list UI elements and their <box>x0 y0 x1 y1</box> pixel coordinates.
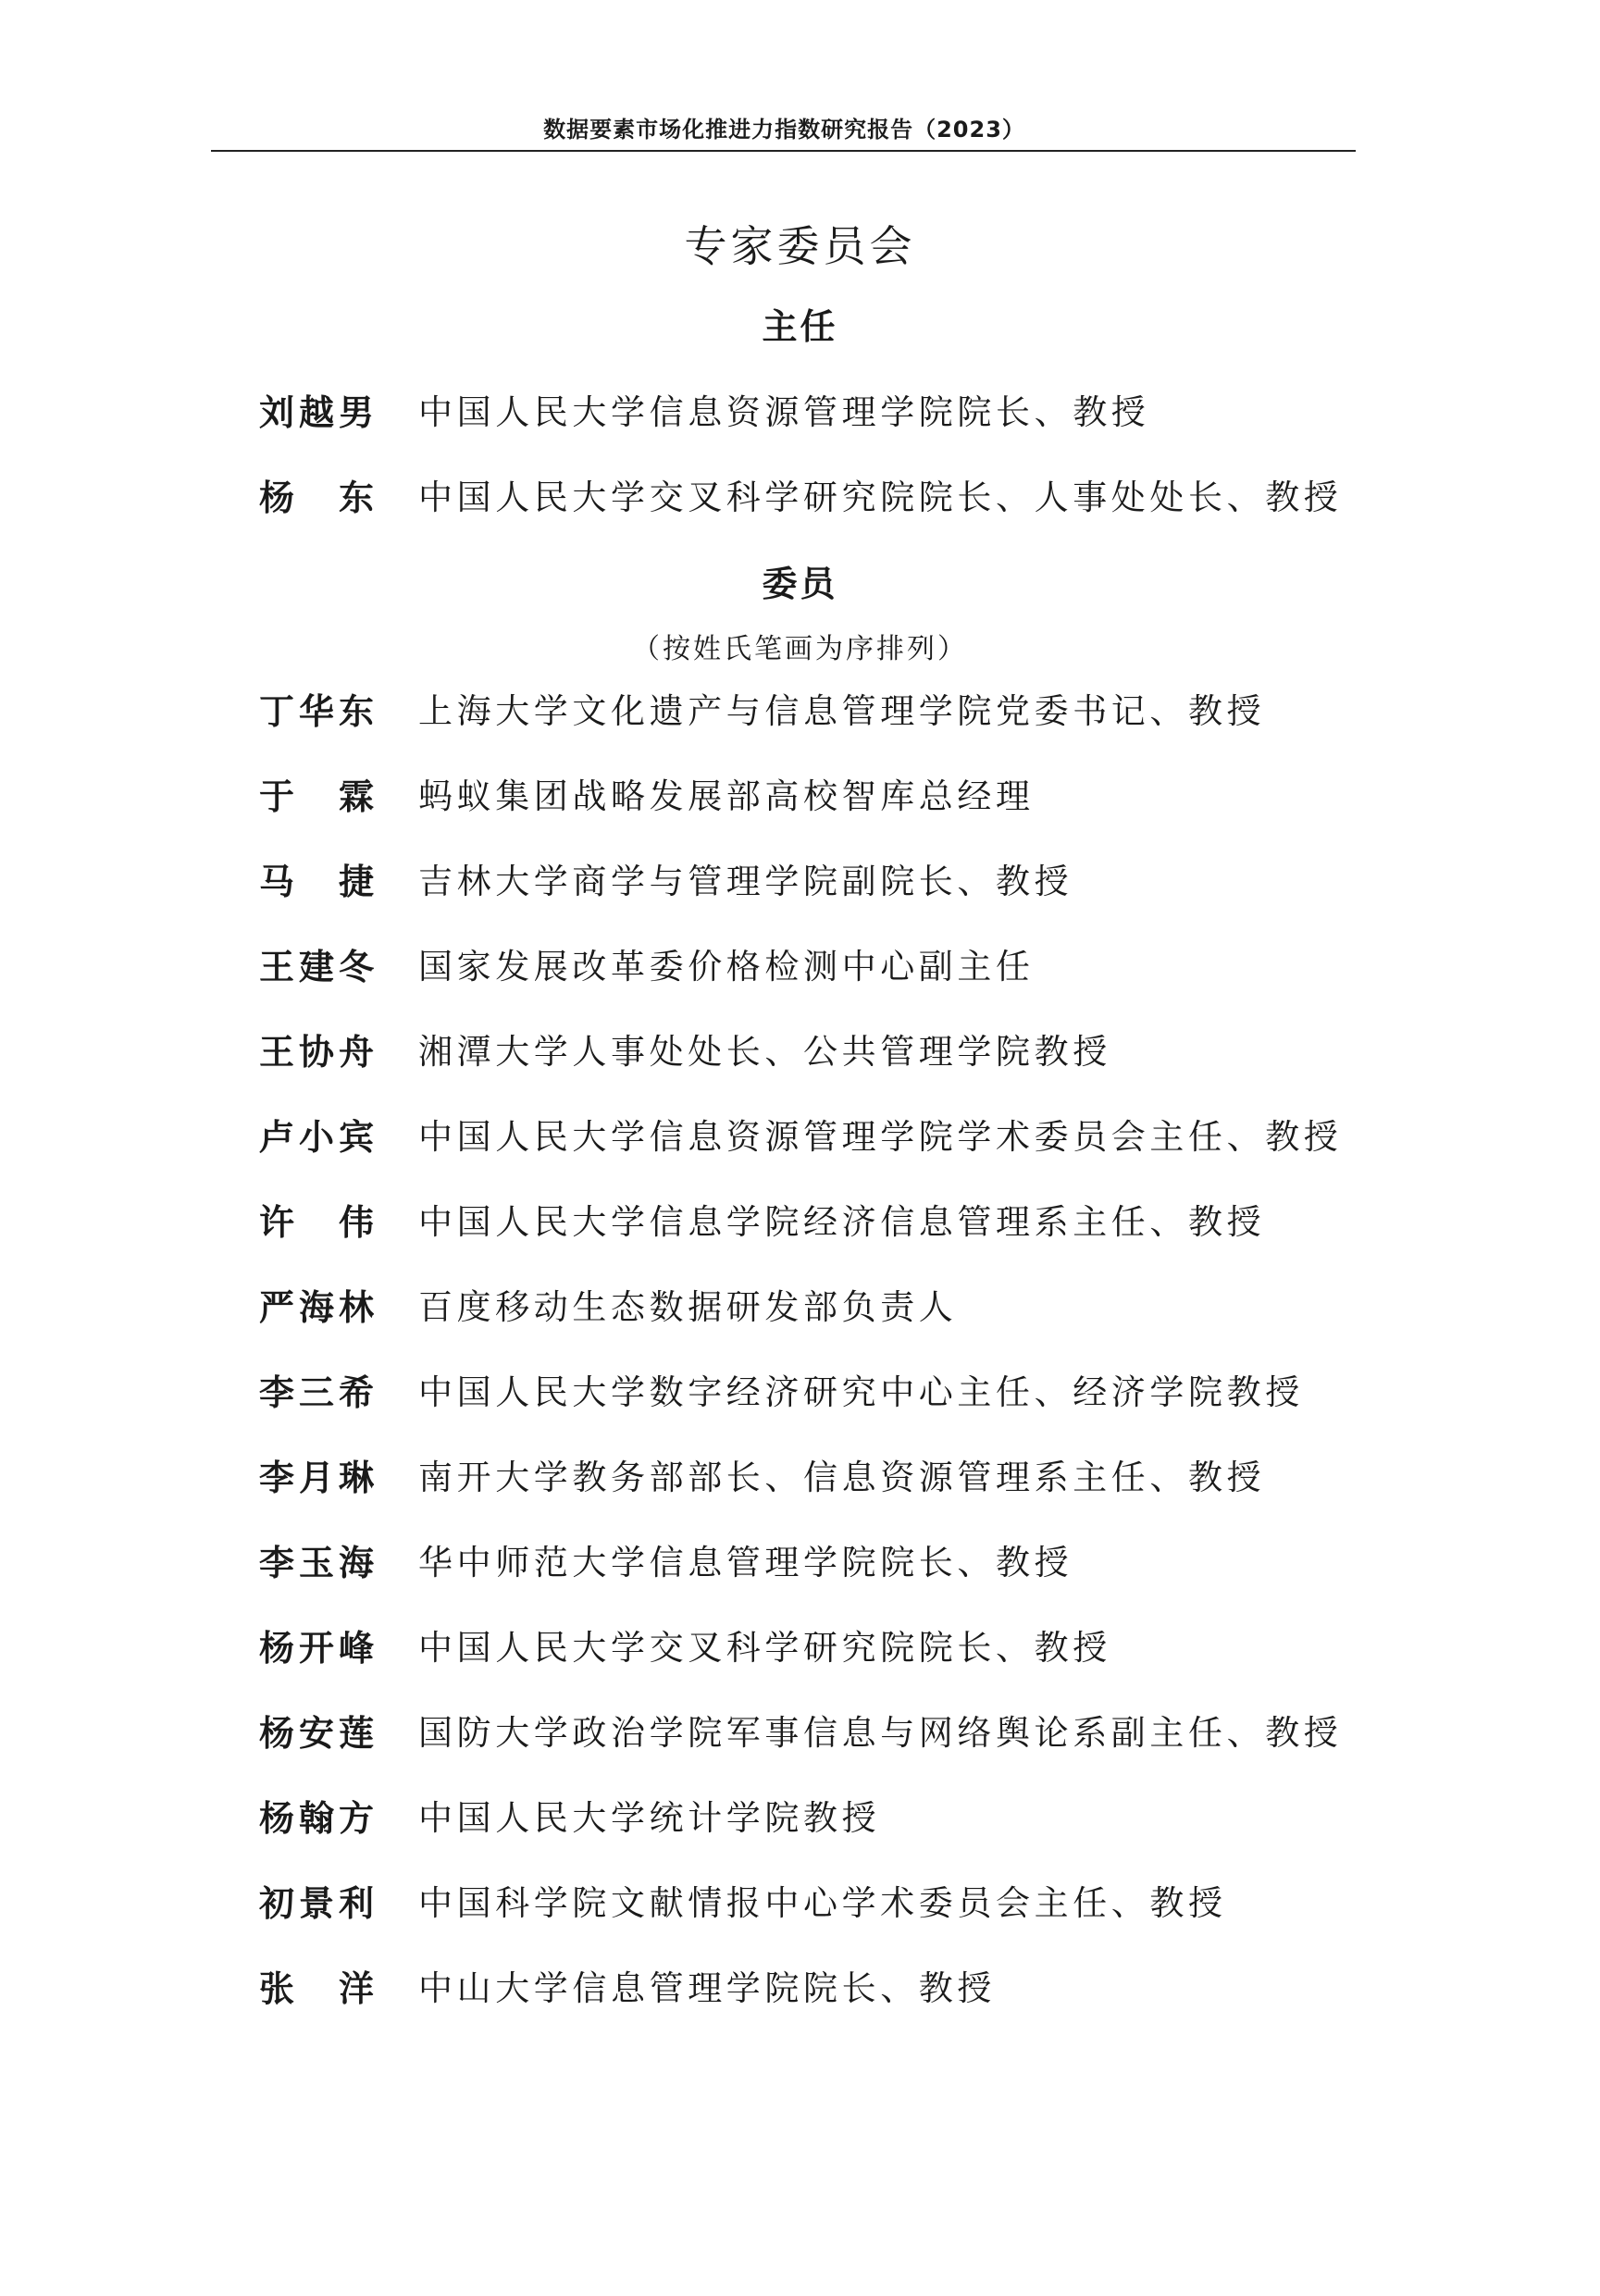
member-row <box>259 1361 1304 1417</box>
page-title: 专家委员会 <box>684 221 916 271</box>
member-title: 国防大学政治学院军事信息与网络舆论系副主任、教授 <box>418 1713 1343 1753</box>
member-row <box>259 936 1035 991</box>
member-title: 中国人民大学信息资源管理学院院长、教授 <box>418 392 1150 432</box>
member-name: 刘越男 <box>259 391 374 433</box>
member-name: 李月琳 <box>259 1457 374 1498</box>
member-row <box>259 1191 1265 1247</box>
member-row <box>259 1617 1111 1672</box>
member-name: 杨翰方 <box>259 1797 374 1839</box>
member-title: 中山大学信息管理学院院长、教授 <box>418 1968 996 2008</box>
member-title: 中国人民大学交叉科学研究院院长、人事处处长、教授 <box>418 478 1343 517</box>
member-name: 于 霖 <box>259 776 374 817</box>
member-title: 国家发展改革委价格检测中心副主任 <box>418 947 1035 987</box>
member-row <box>259 1021 1111 1076</box>
member-name: 许 伟 <box>259 1201 374 1243</box>
member-name: 杨安莲 <box>259 1712 374 1754</box>
member-name: 丁华东 <box>259 690 374 732</box>
member-name: 马 捷 <box>259 861 374 902</box>
member-row <box>259 765 1035 821</box>
running-header: 数据要素市场化推进力指数研究报告（2023） <box>543 117 1025 143</box>
member-name: 李三希 <box>259 1371 374 1413</box>
chair-heading: 主任 <box>762 306 838 347</box>
member-title: 中国人民大学信息资源管理学院学术委员会主任、教授 <box>418 1117 1343 1157</box>
member-title: 中国科学院文献情报中心学术委员会主任、教授 <box>418 1883 1227 1923</box>
member-title: 华中师范大学信息管理学院院长、教授 <box>418 1543 1073 1582</box>
member-row <box>259 1106 1342 1161</box>
member-name: 初景利 <box>259 1882 374 1924</box>
member-heading: 委员 <box>762 564 838 604</box>
member-title: 百度移动生态数据研发部负责人 <box>418 1287 958 1327</box>
member-row <box>259 680 1265 736</box>
member-row <box>259 1702 1342 1757</box>
member-name: 王建冬 <box>259 946 374 987</box>
member-row <box>259 1276 957 1332</box>
header-rule <box>211 150 1356 152</box>
member-name: 王协舟 <box>259 1031 374 1073</box>
member-name: 严海林 <box>259 1286 374 1328</box>
chair-row <box>259 381 1149 437</box>
member-title: 湘潭大学人事处处长、公共管理学院教授 <box>418 1032 1111 1072</box>
member-title: 中国人民大学交叉科学研究院院长、教授 <box>418 1628 1111 1668</box>
ordering-note: （按姓氏笔画为序排列） <box>632 633 968 665</box>
member-name: 卢小宾 <box>259 1116 374 1158</box>
member-name: 张 洋 <box>259 1967 374 2009</box>
member-title: 南开大学教务部部长、信息资源管理系主任、教授 <box>418 1458 1266 1497</box>
member-title: 蚂蚁集团战略发展部高校智库总经理 <box>418 776 1035 816</box>
member-row <box>259 850 1073 906</box>
member-row <box>259 1532 1073 1587</box>
member-row <box>259 1787 880 1843</box>
member-name: 杨开峰 <box>259 1627 374 1669</box>
member-name: 杨 东 <box>259 477 374 518</box>
member-title: 吉林大学商学与管理学院副院长、教授 <box>418 862 1073 901</box>
member-title: 中国人民大学信息学院经济信息管理系主任、教授 <box>418 1202 1266 1242</box>
member-title: 中国人民大学统计学院教授 <box>418 1798 881 1838</box>
chair-row <box>259 466 1342 522</box>
member-name: 李玉海 <box>259 1542 374 1583</box>
member-title: 上海大学文化遗产与信息管理学院党委书记、教授 <box>418 691 1266 731</box>
member-row <box>259 1957 996 2013</box>
member-row <box>259 1446 1265 1502</box>
member-row <box>259 1872 1227 1928</box>
member-title: 中国人民大学数字经济研究中心主任、经济学院教授 <box>418 1372 1304 1412</box>
